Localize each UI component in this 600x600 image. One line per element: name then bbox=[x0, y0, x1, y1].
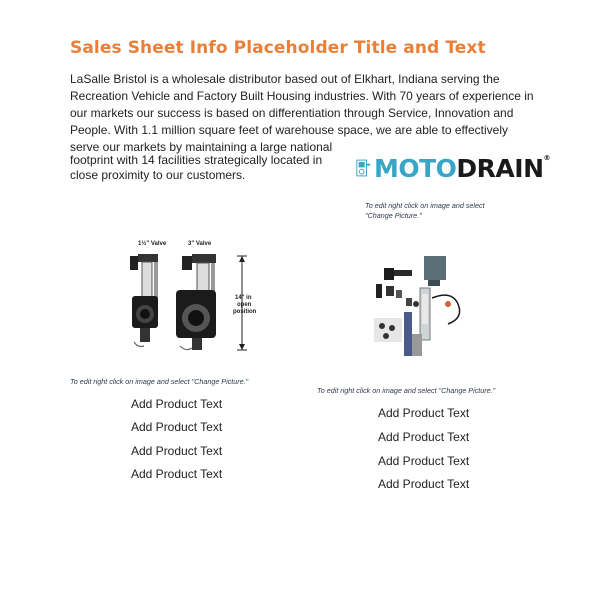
valve-label-small: 1½" Valve bbox=[138, 241, 167, 247]
intro-line: LaSalle Bristol is a wholesale distributor based out of Elkhart, Indiana serving the bbox=[70, 72, 500, 86]
intro-line: close proximity to our customers. bbox=[70, 168, 246, 182]
right-product-image[interactable] bbox=[372, 254, 472, 360]
logo-caption-line2: "Change Picture." bbox=[365, 211, 422, 220]
page-title: Sales Sheet Info Placeholder Title and Text bbox=[70, 38, 486, 58]
intro-line: Recreation Vehicle and Factory Built Housing industries. With 70 years of experience in bbox=[70, 89, 534, 103]
intro-line: serve our markets by maintaining a large national bbox=[70, 140, 333, 154]
dimension-label-line2: open bbox=[237, 302, 252, 308]
dimension-label-line3: position bbox=[233, 309, 257, 315]
motodrain-logo-text bbox=[374, 154, 550, 183]
logo-caption-line1: To edit right click on image and select bbox=[365, 201, 485, 210]
drain-kit-parts-illustration bbox=[374, 256, 460, 356]
logo-drain-text: DRAIN bbox=[456, 153, 544, 183]
large-valve-illustration bbox=[176, 254, 216, 350]
valve-label-large: 3" Valve bbox=[188, 241, 212, 247]
left-product-text[interactable]: Add Product Text bbox=[131, 467, 223, 481]
right-product-text[interactable]: Add Product Text bbox=[378, 454, 470, 468]
right-product-text[interactable]: Add Product Text bbox=[378, 430, 470, 444]
logo-trademark: ® bbox=[543, 153, 550, 162]
dimension-label-line1: 14" in bbox=[235, 295, 252, 301]
small-valve-illustration bbox=[130, 254, 158, 347]
intro-line: footprint with 14 facilities strategically located in bbox=[70, 153, 323, 167]
left-product-text[interactable]: Add Product Text bbox=[131, 420, 223, 434]
left-product-text[interactable]: Add Product Text bbox=[131, 397, 223, 411]
right-product-text[interactable]: Add Product Text bbox=[378, 406, 470, 420]
left-product-text[interactable]: Add Product Text bbox=[131, 444, 223, 458]
motodrain-logo[interactable] bbox=[355, 150, 550, 186]
right-image-caption: To edit right click on image and select "Change Picture." bbox=[317, 386, 496, 395]
left-product-image[interactable] bbox=[118, 236, 288, 358]
logo-moto-text: MOTO bbox=[373, 153, 457, 183]
left-image-caption: To edit right click on image and select "Change Picture." bbox=[70, 377, 249, 386]
right-product-text[interactable]: Add Product Text bbox=[378, 477, 470, 491]
intro-line: People. With 1.1 million square feet of warehouse space, we are able to effectively bbox=[70, 123, 509, 137]
motodrain-logo-icon bbox=[355, 153, 372, 183]
intro-line: our markets our success is based on differentiation through Service, Innovation and bbox=[70, 106, 514, 120]
